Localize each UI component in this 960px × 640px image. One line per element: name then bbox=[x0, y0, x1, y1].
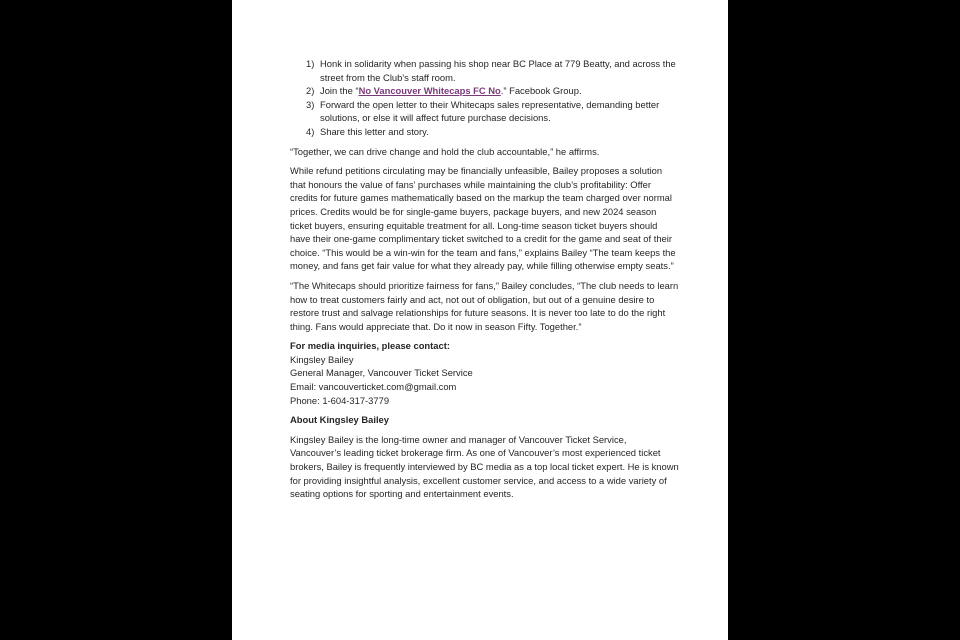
contact-heading: For media inquiries, please contact: bbox=[290, 340, 450, 352]
document-page bbox=[232, 0, 728, 640]
action-number: 2) bbox=[306, 85, 315, 97]
contact-phone: Phone: 1-604-317-3779 bbox=[290, 394, 390, 406]
action-item bbox=[306, 84, 680, 98]
action-number: 1) bbox=[306, 58, 315, 69]
conclusion-paragraph: “The Whitecaps should prioritize fairness for fans,” Bailey concludes, “The club needs to learn how to treat customers fairly and act, not out of obligation, but out of a genuine desire to restore trust and salvage relationships for future seasons. It is never too late to do the right thing. Fans would appreciate that. Do it now in season Fifty. Together.” bbox=[290, 279, 679, 332]
action-text-suffix: .” Facebook Group. bbox=[500, 85, 582, 97]
action-item bbox=[306, 57, 680, 84]
action-item bbox=[306, 125, 680, 139]
action-text: Forward the open letter to their Whitecaps sales representative, demanding better solutions, or else it will affect future purchase decisions. bbox=[320, 98, 660, 124]
action-text: Share this letter and story. bbox=[320, 125, 429, 137]
action-number: 3) bbox=[306, 98, 315, 110]
action-list bbox=[290, 57, 680, 139]
contact-name: Kingsley Bailey bbox=[290, 353, 354, 365]
action-text: Honk in solidarity when passing his shop near BC Place at 779 Beatty, and across the street from the Club's staff room. bbox=[320, 58, 676, 83]
about-paragraph: Kingsley Bailey is the long-time owner and manager of Vancouver Ticket Service, Vancouver’s leading ticket brokerage firm. As one of Vancouver’s most experienced ticket brokers, Bailey is frequently interviewed by BC media as a top local ticket expert. He is known for providing insightful analysis, excellent customer service, and access to a wide variety of seating options for sporting and entertainment events. bbox=[290, 433, 679, 500]
about-heading: About Kingsley Bailey bbox=[290, 414, 389, 426]
proposal-paragraph: While refund petitions circulating may be financially unfeasible, Bailey proposes a solution that honours the value of fans’ purchases while maintaining the club’s profitability: Offer credits for future games mathematically based on the markup the team charged over normal prices. Credits would be for single-game buyers, package buyers, and new 2024 season ticket buyers, ensuring equitable treatment for all. Long-time season ticket buyers should have their one-game complimentary ticket switched to a credit for the game and seat of their choice. “This would be a win-win for the team and fans,” explains Bailey “The team keeps the money, and fans get fair value for what they already pay, while filling otherwise empty seats.” bbox=[290, 165, 676, 272]
document-content bbox=[290, 57, 680, 507]
quote-paragraph: “Together, we can drive change and hold the club accountable,” he affirms. bbox=[290, 145, 600, 157]
facebook-group-link[interactable]: No Vancouver Whitecaps FC No bbox=[358, 85, 501, 97]
action-number: 4) bbox=[306, 125, 315, 137]
contact-email: Email: vancouverticket.com@gmail.com bbox=[290, 381, 457, 393]
action-text-prefix: Join the “ bbox=[320, 85, 359, 97]
action-item bbox=[306, 98, 680, 125]
media-contact bbox=[290, 339, 680, 407]
contact-title: General Manager, Vancouver Ticket Service bbox=[290, 367, 473, 379]
